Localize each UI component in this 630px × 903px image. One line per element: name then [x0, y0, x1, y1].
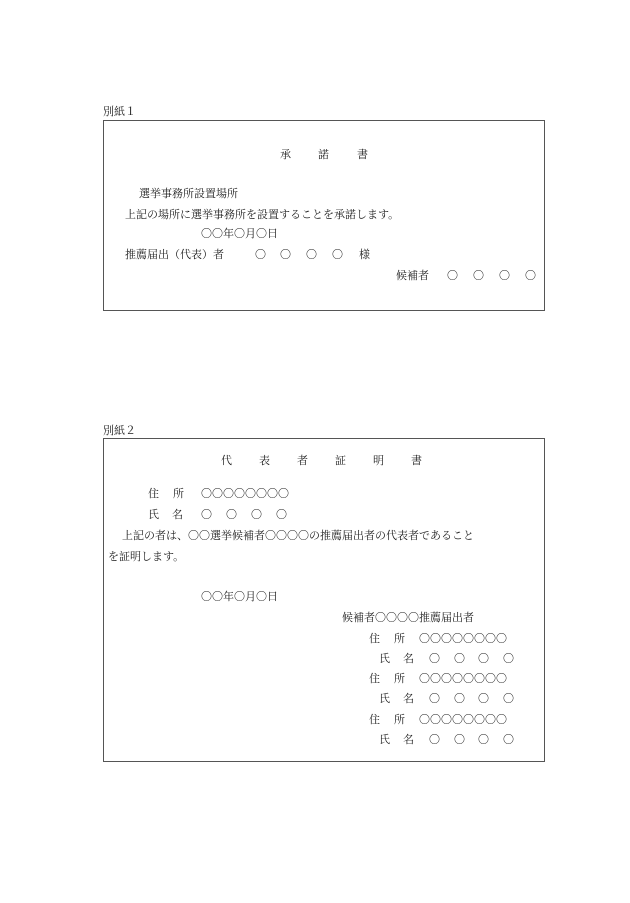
name-char: 〇 — [429, 733, 440, 746]
form1-label: 別紙１ — [103, 105, 136, 118]
form2-date: 〇〇年〇月〇日 — [201, 590, 278, 603]
form2-title-char: 証 — [335, 454, 346, 467]
signer-address-value: 〇〇〇〇〇〇〇〇 — [419, 632, 507, 645]
form1-title-char: 諾 — [318, 148, 329, 161]
label-char: 名 — [403, 692, 414, 705]
signer-address-value: 〇〇〇〇〇〇〇〇 — [419, 672, 507, 685]
name-char: 〇 — [276, 508, 287, 521]
label-char: 住 — [148, 487, 159, 500]
name-char: 〇 — [503, 692, 514, 705]
name-char: 〇 — [255, 248, 266, 261]
name-char: 〇 — [503, 733, 514, 746]
name-char: 〇 — [447, 269, 458, 282]
name-char: 〇 — [201, 508, 212, 521]
form1-date: 〇〇年〇月〇日 — [201, 227, 278, 240]
form2-body-line1: 上記の者は、〇〇選挙候補者〇〇〇〇の推薦届出者の代表者であること — [122, 529, 474, 542]
form1-title-char: 書 — [357, 148, 368, 161]
name-char: 〇 — [478, 733, 489, 746]
form2-title-char: 表 — [259, 454, 270, 467]
label-char: 所 — [394, 672, 405, 685]
rep-address-value: 〇〇〇〇〇〇〇〇 — [201, 487, 289, 500]
label-char: 氏 — [379, 652, 390, 665]
form1-addressee-label: 推薦届出（代表）者 — [125, 248, 224, 261]
form2-label: 別紙２ — [103, 424, 136, 437]
name-char: 〇 — [454, 733, 465, 746]
form2-title-char: 者 — [297, 454, 308, 467]
form1-place-heading: 選挙事務所設置場所 — [139, 187, 238, 200]
signer-address-value: 〇〇〇〇〇〇〇〇 — [419, 713, 507, 726]
form2-title-char: 書 — [411, 454, 422, 467]
label-char: 住 — [369, 672, 380, 685]
label-char: 氏 — [379, 692, 390, 705]
label-char: 住 — [369, 632, 380, 645]
form2-box — [103, 438, 545, 762]
form1-candidate-label: 候補者 — [396, 269, 429, 282]
label-char: 名 — [403, 652, 414, 665]
label-char: 氏 — [379, 733, 390, 746]
name-char: 〇 — [478, 692, 489, 705]
label-char: 所 — [394, 713, 405, 726]
label-char: 所 — [394, 632, 405, 645]
form2-title-char: 明 — [373, 454, 384, 467]
name-char: 〇 — [454, 692, 465, 705]
honorific: 様 — [359, 248, 370, 261]
name-char: 〇 — [332, 248, 343, 261]
name-char: 〇 — [429, 692, 440, 705]
form1-consent-text: 上記の場所に選挙事務所を設置することを承諾します。 — [125, 208, 400, 221]
name-char: 〇 — [478, 652, 489, 665]
label-char: 名 — [403, 733, 414, 746]
name-char: 〇 — [429, 652, 440, 665]
label-char: 名 — [172, 508, 183, 521]
form2-title-char: 代 — [221, 454, 232, 467]
name-char: 〇 — [503, 652, 514, 665]
form1-title-char: 承 — [280, 148, 291, 161]
signers-heading: 候補者〇〇〇〇推薦届出者 — [342, 611, 474, 624]
name-char: 〇 — [280, 248, 291, 261]
name-char: 〇 — [226, 508, 237, 521]
name-char: 〇 — [473, 269, 484, 282]
form2-body-line2: を証明します。 — [108, 550, 185, 563]
name-char: 〇 — [306, 248, 317, 261]
name-char: 〇 — [454, 652, 465, 665]
label-char: 氏 — [148, 508, 159, 521]
name-char: 〇 — [525, 269, 536, 282]
form1-box — [103, 120, 545, 311]
name-char: 〇 — [251, 508, 262, 521]
label-char: 所 — [173, 487, 184, 500]
label-char: 住 — [369, 713, 380, 726]
name-char: 〇 — [499, 269, 510, 282]
